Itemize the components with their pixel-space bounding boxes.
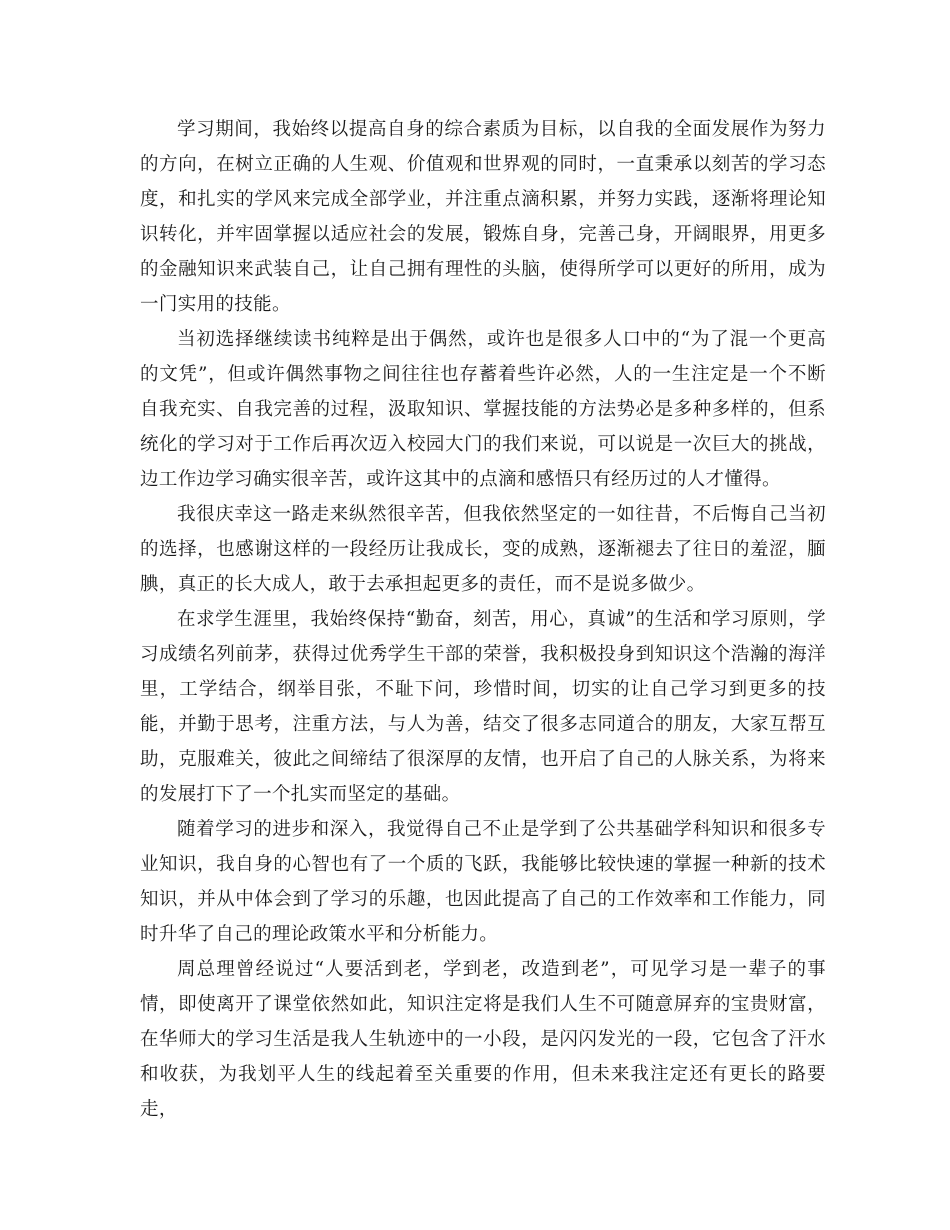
paragraph-3: 我很庆幸这一路走来纵然很辛苦，但我依然坚定的一如往昔，不后悔自己当初的选择，也感谢这样的一段经历让我成长，变的成熟，逐渐褪去了往日的羞涩，腼腆，真正的长大成人，敢于去承担起更多的责任，而不是说多做少。 (140, 504, 826, 595)
paragraph-6: 周总理曾经说过“人要活到老，学到老，改造到老”，可见学习是一辈子的事情，即使离开了课堂依然如此，知识注定将是我们人生不可随意屏弃的宝贵财富，在华师大的学习生活是我人生轨迹中的一小段，是闪闪发光的一段，它包含了汗水和收获，为我划平人生的线起着至关重要的作用，但未来我注定还有更长的路要走， (140, 959, 826, 1120)
paragraph-1: 学习期间，我始终以提高自身的综合素质为目标，以自我的全面发展作为努力的方向，在树立正确的人生观、价值观和世界观的同时，一直秉承以刻苦的学习态度，和扎实的学风来完成全部学业，并注重点滴积累，并努力实践，逐渐将理论知识转化，并牢固掌握以适应社会的发展，锻炼自身，完善己身，开阔眼界，用更多的金融知识来武装自己，让自己拥有理性的头脑，使得所学可以更好的所用，成为一门实用的技能。 (140, 119, 826, 315)
paragraph-4: 在求学生涯里，我始终保持“勤奋，刻苦，用心，真诚”的生活和学习原则，学习成绩名列前茅，获得过优秀学生干部的荣誉，我积极投身到知识这个浩瀚的海洋里，工学结合，纲举目张，不耻下问，珍惜时间，切实的让自己学习到更多的技能，并勤于思考，注重方法，与人为善，结交了很多志同道合的朋友，大家互帮互助，克服难关，彼此之间缔结了很深厚的友情，也开启了自己的人脉关系，为将来的发展打下了一个扎实而坚定的基础。 (140, 609, 826, 805)
paragraph-2: 当初选择继续读书纯粹是出于偶然，或许也是很多人口中的“为了混一个更高的文凭”，但或许偶然事物之间往往也存蓄着些许必然，人的一生注定是一个不断自我充实、自我完善的过程，汲取知识、掌握技能的方法势必是多种多样的，但系统化的学习对于工作后再次迈入校园大门的我们来说，可以说是一次巨大的挑战，边工作边学习确实很辛苦，或许这其中的点滴和感悟只有经历过的人才懂得。 (140, 329, 826, 490)
paragraph-5: 随着学习的进步和深入，我觉得自己不止是学到了公共基础学科知识和很多专业知识，我自身的心智也有了一个质的飞跃，我能够比较快速的掌握一种新的技术知识，并从中体会到了学习的乐趣，也因此提高了自己的工作效率和工作能力，同时升华了自己的理论政策水平和分析能力。 (140, 819, 826, 945)
document-body (140, 112, 826, 1127)
